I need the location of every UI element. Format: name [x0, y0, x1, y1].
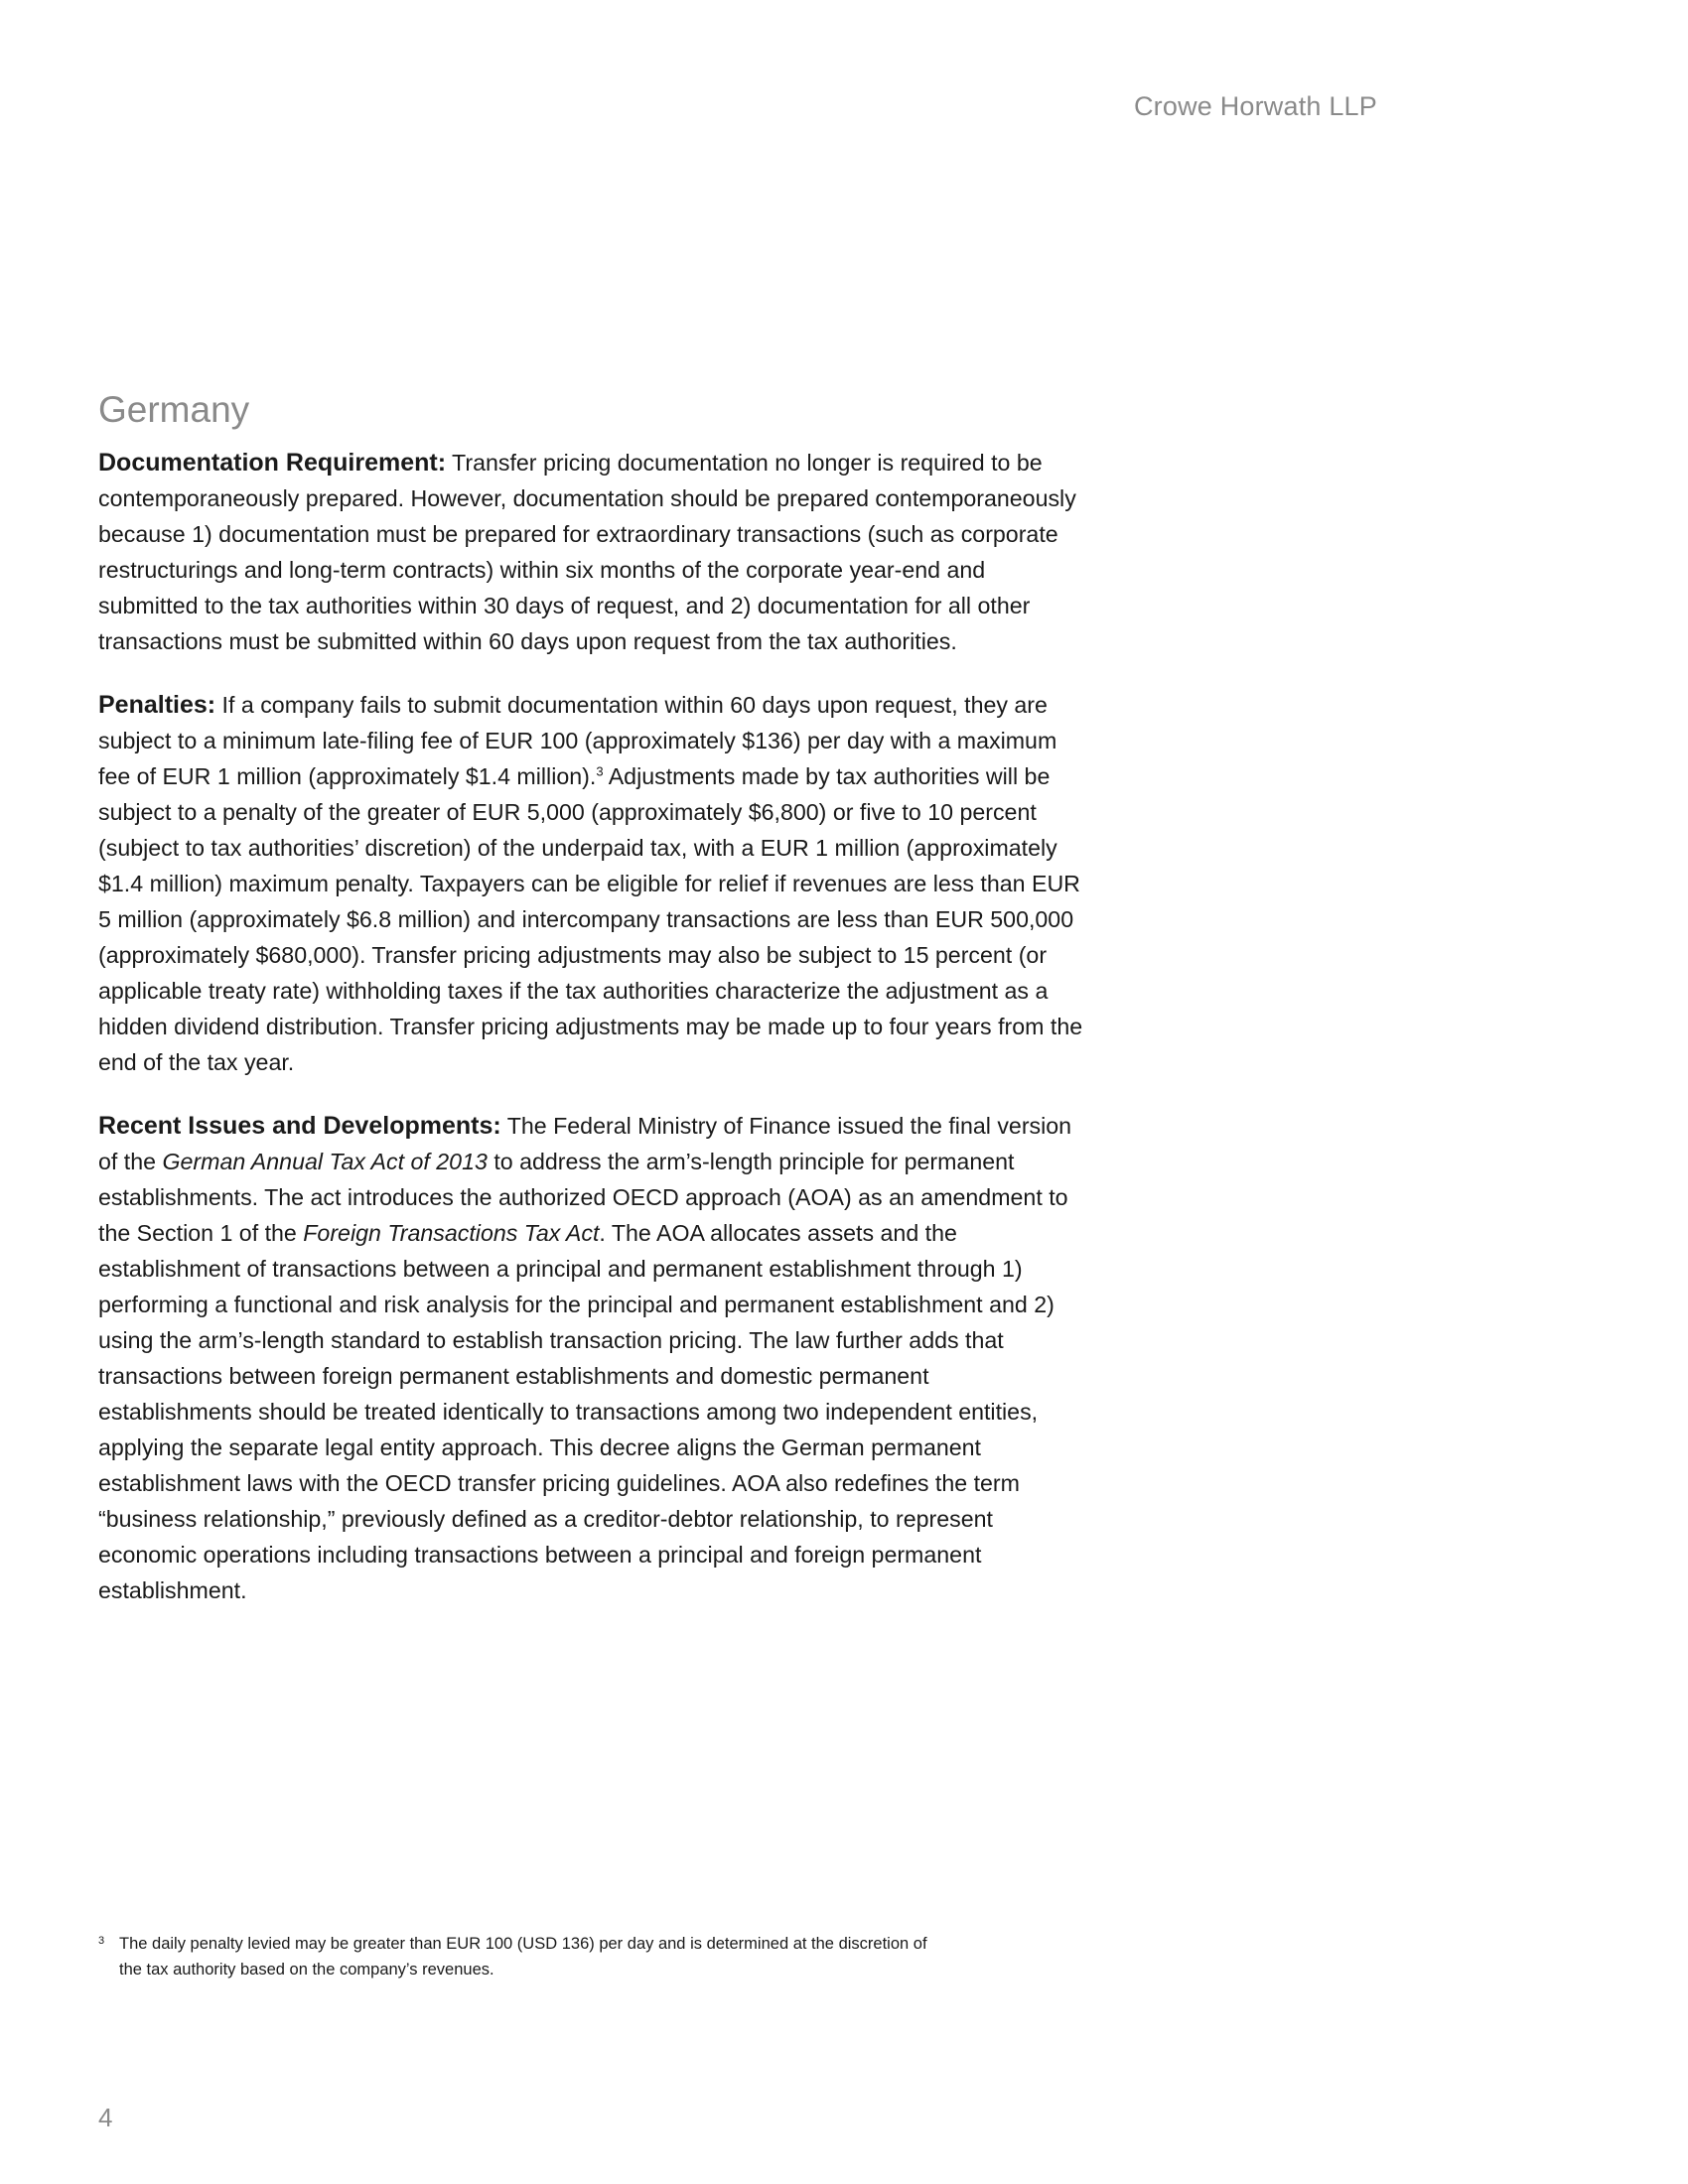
act-title-tax-act-2013: German Annual Tax Act of 2013	[162, 1149, 488, 1174]
recent-developments-heading: Recent Issues and Developments:	[98, 1112, 501, 1140]
documentation-requirement-paragraph	[98, 445, 1086, 659]
footnote-reference: 3	[596, 763, 604, 779]
recent-developments-text-part-1: The Federal Ministry of Finance issued the final version of the	[98, 1113, 1072, 1174]
page-number: 4	[98, 2103, 113, 2132]
footnote-mark: 3	[98, 1935, 105, 1947]
documentation-requirement-text: Transfer pricing documentation no longer is required to be contemporaneously prepared. However, documentation should be prepared contemporaneously because 1) documentation must be prepared for extraordinary transactions (such as corporate restructurings and long-term contracts) within six months of the corporate year-end and submitted to the tax authorities within 30 days of request, and 2) documentation for all other transactions must be submitted within 60 days upon request from the tax authorities.	[98, 450, 1076, 654]
page-title: Germany	[98, 389, 250, 430]
recent-developments-text-part-3: . The AOA allocates assets and the establishment of transactions between a principal and permanent establishment through 1) performing a functional and risk analysis for the principal and permanent establishment and 2) using the arm’s-length standard to establish transaction pricing. The law further adds that transactions between foreign permanent establishments and domestic permanent establishments should be treated identically to transactions among two independent entities, applying the separate legal entity approach. This decree aligns the German permanent establishment laws with the OECD transfer pricing guidelines. AOA also redefines the term “business relationship,” previously defined as a creditor-debtor relationship, to represent economic operations including transactions between a principal and foreign permanent establishment.	[98, 1220, 1055, 1603]
documentation-requirement-heading: Documentation Requirement:	[98, 449, 447, 477]
recent-developments-text-part-2: to address the arm’s-length principle for permanent establishments. The act introduces the authorized OECD approach (AOA) as an amendment to the Section 1 of the	[98, 1149, 1068, 1246]
footnote	[98, 1931, 942, 1982]
act-title-foreign-transactions: Foreign Transactions Tax Act	[303, 1220, 600, 1246]
document-body	[98, 445, 1086, 1636]
penalties-text-part-2: Adjustments made by tax authorities will be subject to a penalty of the greater of EUR 5,000 (approximately $6,800) or five to 10 percent (subject to tax authorities’ discretion) of the underpaid tax, with a EUR 1 million (approximately $1.4 million) maximum penalty. Taxpayers can be eligible for relief if revenues are less than EUR 5 million (approximately $6.8 million) and intercompany transactions are less than EUR 500,000 (approximately $680,000). Transfer pricing adjustments may also be subject to 15 percent (or applicable treaty rate) withholding taxes if the tax authorities characterize the adjustment as a hidden dividend distribution. Transfer pricing adjustments may be made up to four years from the end of the tax year.	[98, 763, 1083, 1075]
recent-developments-paragraph	[98, 1108, 1086, 1608]
penalties-heading: Penalties:	[98, 691, 216, 719]
penalties-paragraph	[98, 687, 1086, 1080]
penalties-text-part-1: If a company fails to submit documentation within 60 days upon request, they are subject to a minimum late-filing fee of EUR 100 (approximately $136) per day with a maximum fee of EUR 1 million (approximately $1.4 million).	[98, 692, 1057, 789]
header-firm-name: Crowe Horwath LLP	[1133, 91, 1377, 121]
footnote-text: The daily penalty levied may be greater than EUR 100 (USD 136) per day and is determined at the discretion of the tax authority based on the company’s revenues.	[119, 1935, 927, 1979]
